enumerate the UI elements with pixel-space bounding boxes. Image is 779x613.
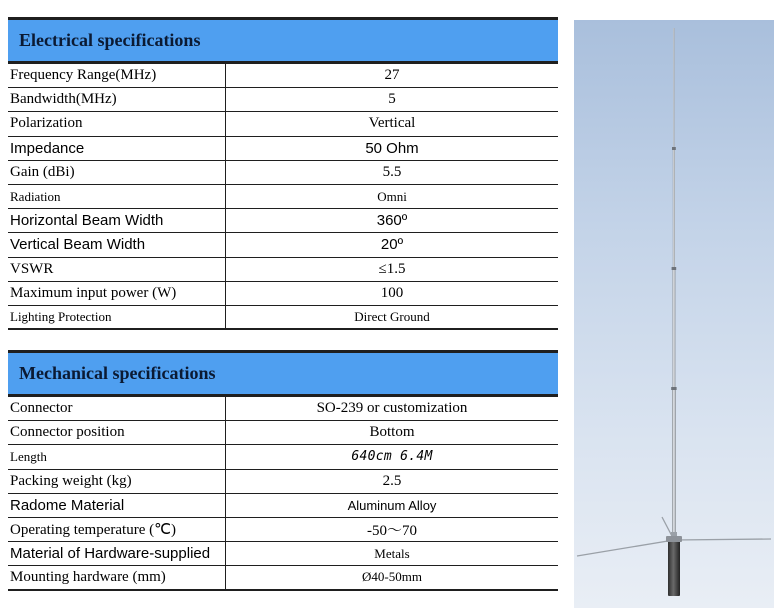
antenna-photo — [574, 20, 774, 608]
table-row — [8, 137, 558, 161]
table-row — [8, 445, 558, 469]
table-row — [8, 161, 558, 185]
table-row — [8, 209, 558, 233]
table-row — [8, 185, 558, 209]
spec-label: VSWR — [8, 258, 226, 281]
spec-label: Bandwidth(MHz) — [8, 88, 226, 111]
table-row — [8, 112, 558, 136]
table-row — [8, 88, 558, 112]
spec-value: 100 — [380, 284, 404, 301]
spec-label: Length — [8, 445, 226, 468]
table-row — [8, 421, 558, 445]
spec-value: Direct Ground — [354, 308, 430, 324]
spec-value: 640cm 6.4M — [351, 449, 433, 465]
table-row — [8, 494, 558, 518]
table-row — [8, 233, 558, 257]
mechanical-spec-title: Mechanical specifications — [8, 350, 558, 394]
spec-value: 27 — [384, 67, 400, 84]
spec-value: 2.5 — [382, 472, 402, 489]
table-row — [8, 470, 558, 494]
spec-value: Ø40-50mm — [362, 569, 422, 585]
spec-label: Maximum input power (W) — [8, 282, 226, 305]
spec-label: Horizontal Beam Width — [8, 209, 226, 232]
spec-value: 20º — [380, 236, 404, 254]
spec-value: 360º — [376, 212, 408, 230]
spec-value: Omni — [377, 188, 407, 204]
table-row — [8, 64, 558, 88]
spec-label: Material of Hardware-supplied — [8, 542, 226, 565]
spec-label: Polarization — [8, 112, 226, 135]
spec-label: Connector — [8, 397, 226, 420]
table-row — [8, 518, 558, 542]
table-row — [8, 566, 558, 590]
spec-label: Radiation — [8, 185, 226, 208]
spec-value: Metals — [374, 545, 410, 561]
spec-label: Operating temperature (℃) — [8, 518, 226, 541]
table-row — [8, 542, 558, 566]
electrical-spec-table — [8, 17, 558, 330]
spec-label: Gain (dBi) — [8, 161, 226, 184]
spec-value: SO-239 or customization — [316, 400, 468, 417]
spec-value: 5 — [388, 91, 396, 108]
spec-value: -50～70 — [367, 523, 417, 540]
spec-value: ≤1.5 — [378, 260, 406, 277]
spec-label: Packing weight (kg) — [8, 470, 226, 493]
spec-label: Frequency Range(MHz) — [8, 64, 226, 87]
antenna-icon — [574, 20, 774, 608]
table-row — [8, 282, 558, 306]
electrical-spec-title: Electrical specifications — [8, 17, 558, 61]
table-row — [8, 306, 558, 330]
spec-label: Connector position — [8, 421, 226, 444]
spec-label: Vertical Beam Width — [8, 233, 226, 256]
spec-value: 50 Ohm — [365, 139, 419, 157]
spec-value: Bottom — [369, 424, 415, 441]
spec-value: 5.5 — [382, 163, 402, 180]
mechanical-spec-table — [8, 350, 558, 591]
spec-label: Lighting Protection — [8, 306, 226, 328]
table-row — [8, 258, 558, 282]
spec-value: Vertical — [368, 115, 416, 132]
table-row — [8, 397, 558, 421]
spec-label: Mounting hardware (mm) — [8, 566, 226, 588]
spec-label: Radome Material — [8, 494, 226, 517]
spec-label: Impedance — [8, 137, 226, 160]
spec-value: Aluminum Alloy — [347, 497, 437, 513]
